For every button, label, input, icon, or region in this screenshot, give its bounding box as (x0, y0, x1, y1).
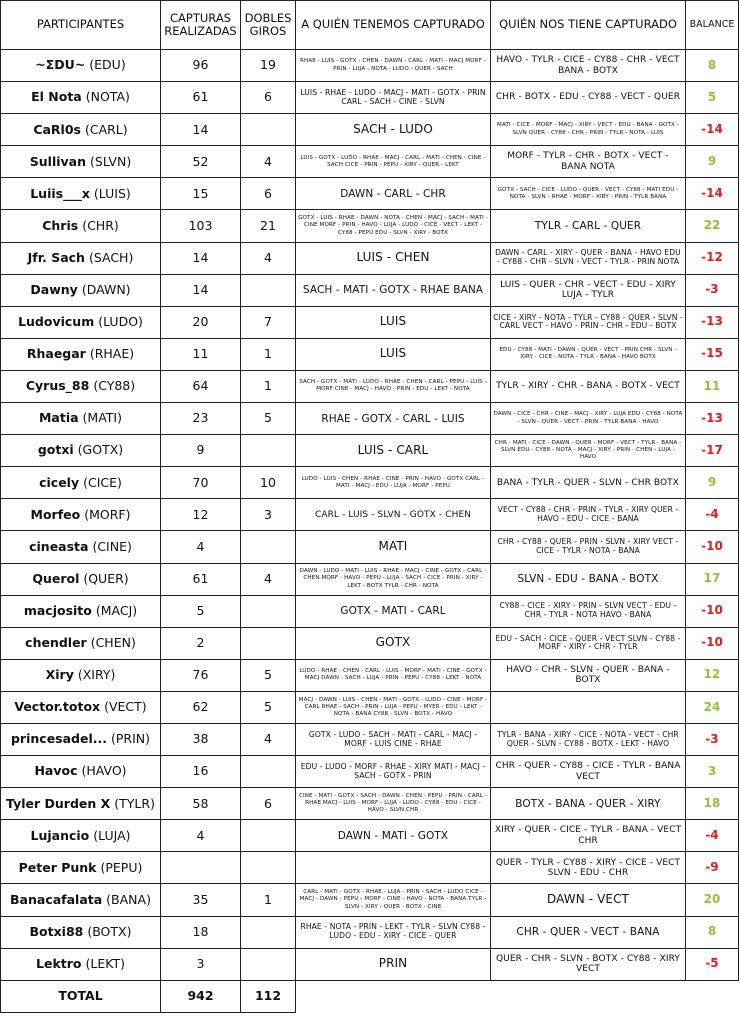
participant-cell (1, 82, 161, 114)
participant-name: El Nota (31, 89, 82, 105)
we-captured-cell: LUIS (296, 338, 491, 370)
participant-cell (1, 884, 161, 916)
doubles-cell: 4 (241, 563, 296, 595)
table-row (1, 852, 739, 884)
participant-name: Cyrus_88 (25, 378, 90, 394)
table-row (1, 403, 739, 435)
doubles-cell: 1 (241, 884, 296, 916)
we-captured-cell: LUIS - RHAE - LUDO - MACJ - MATI - GOTX - PRIN CARL - SACH - CINE - SLVN (296, 82, 491, 114)
participant-name: Matia (38, 410, 79, 426)
balance-cell: 17 (686, 563, 739, 595)
participant-code: (CARL) (84, 121, 128, 137)
participant-name: Rhaegar (26, 346, 86, 362)
table-row (1, 627, 739, 659)
table-row (1, 884, 739, 916)
participant-name: macjosito (23, 602, 92, 618)
participant-code: (BANA) (106, 891, 151, 907)
participant-cell (1, 50, 161, 82)
captured-by-cell: GOTX - SACH - CICE - LUDO - QUER - VECT - CY88 - MATI EDU - NOTA - SLVN - RHAE - MORF - XIRY - PRIN - TYLR BANA (491, 178, 686, 210)
participant-code: (LUDO) (98, 314, 143, 330)
balance-cell: -5 (686, 948, 739, 980)
balance-cell: -10 (686, 627, 739, 659)
table-row (1, 178, 739, 210)
captures-cell: 3 (161, 948, 241, 980)
table-row (1, 948, 739, 980)
captures-cell: 76 (161, 659, 241, 691)
doubles-cell (241, 820, 296, 852)
doubles-cell: 6 (241, 178, 296, 210)
we-captured-cell: EDU - LUDO - MORF - RHAE - XIRY MATI - MACJ - SACH - GOTX - PRIN (296, 756, 491, 788)
participant-cell (1, 178, 161, 210)
captures-cell: 18 (161, 916, 241, 948)
participant-code: (NOTA) (85, 89, 130, 105)
table-row (1, 50, 739, 82)
balance-cell: -14 (686, 114, 739, 146)
table-row (1, 916, 739, 948)
captures-cell: 11 (161, 338, 241, 370)
participant-cell (1, 306, 161, 338)
captures-cell: 61 (161, 82, 241, 114)
participant-name: Lujancio (30, 827, 90, 843)
doubles-cell: 3 (241, 499, 296, 531)
we-captured-cell: MACJ - DAWN - LUIS - CHEN - MATI - GOTX - LUDO - CINE - MORF - CARL RHAE - SACH - PRIN - LUJA - PEPU - MYER - EDU - LEKT - NOTA - BANA CY88 - SLVN - BOTX - HAVO (296, 691, 491, 723)
captured-by-cell: TYLR - BANA - XIRY - CICE - NOTA - VECT - CHR QUER - SLVN - CY88 - BOTX - LEKT - HAVO (491, 723, 686, 755)
participant-cell (1, 723, 161, 755)
participant-cell (1, 370, 161, 402)
participant-name: Jfr. Sach (27, 249, 85, 265)
balance-cell: -9 (686, 852, 739, 884)
header-row (1, 1, 739, 50)
doubles-cell: 5 (241, 659, 296, 691)
we-captured-cell: SACH - LUDO (296, 114, 491, 146)
doubles-cell (241, 948, 296, 980)
participant-cell (1, 563, 161, 595)
table-row (1, 691, 739, 723)
captures-cell: 70 (161, 467, 241, 499)
participant-name: Morfeo (30, 506, 81, 522)
doubles-cell: 1 (241, 370, 296, 402)
balance-cell: 9 (686, 467, 739, 499)
doubles-cell: 6 (241, 788, 296, 820)
total-doubles: 112 (241, 980, 296, 1012)
total-empty-cell (491, 980, 686, 1012)
captured-by-cell: BOTX - BANA - QUER - XIRY (491, 788, 686, 820)
captured-by-cell: HAVO - TYLR - CICE - CY88 - CHR - VECT BANA - BOTX (491, 50, 686, 82)
participant-cell (1, 499, 161, 531)
captured-by-cell (491, 691, 686, 723)
captures-cell: 4 (161, 820, 241, 852)
participant-name: cineasta (29, 538, 89, 554)
participant-cell (1, 114, 161, 146)
header-captured-by: QUIÉN NOS TIENE CAPTURADO (491, 1, 686, 50)
balance-cell: -15 (686, 338, 739, 370)
participant-code: (PEPU) (100, 859, 143, 875)
participant-code: (BOTX) (87, 923, 132, 939)
balance-cell: -13 (686, 306, 739, 338)
doubles-cell (241, 274, 296, 306)
balance-cell: 22 (686, 210, 739, 242)
participant-cell (1, 274, 161, 306)
doubles-cell: 1 (241, 338, 296, 370)
captures-cell (161, 852, 241, 884)
doubles-cell (241, 114, 296, 146)
participant-name: gotxi (37, 442, 74, 458)
table-row (1, 531, 739, 563)
captured-by-cell: CY88 - CICE - XIRY - PRIN - SLVN VECT - EDU - CHR - TYLR - NOTA HAVO - BANA (491, 595, 686, 627)
participant-code: (PRIN) (110, 731, 150, 747)
balance-cell: -12 (686, 242, 739, 274)
we-captured-cell: RHAE - LUIS - GOTX - CHEN - DAWN - CARL - MATI - MACJ MORF - PRIN - LUJA - NOTA - LUDO - QUER - SACH (296, 50, 491, 82)
balance-cell: 11 (686, 370, 739, 402)
doubles-cell: 5 (241, 403, 296, 435)
participant-name: Chris (42, 217, 79, 233)
we-captured-cell: LUDO - RHAE - CHEN - CARL - LUIS - MORF - MATI - CINE - GOTX - MACJ DAWN - SACH - LUJA - PRIN - PEPU - CY88 - LEKT - NOTA (296, 659, 491, 691)
doubles-cell (241, 595, 296, 627)
we-captured-cell: LUDO - LUIS - CHEN - RHAE - CINE - PRIN - HAVO - GOTX CARL - MATI - MACJ - EDU - LUJA - MORF - PEPU (296, 467, 491, 499)
we-captured-cell: GOTX - LUDO - SACH - MATI - CARL - MACJ - MORF - LUIS CINE - RHAE (296, 723, 491, 755)
header-we-captured: A QUIÉN TENEMOS CAPTURADO (296, 1, 491, 50)
participant-code: (TYLR) (114, 795, 155, 811)
participant-name: CaRl0s (33, 121, 81, 137)
participant-name: Tyler Durden X (6, 795, 111, 811)
balance-cell: -4 (686, 820, 739, 852)
doubles-cell: 21 (241, 210, 296, 242)
participant-code: (CY88) (93, 378, 136, 394)
balance-cell: -17 (686, 435, 739, 467)
participant-cell (1, 756, 161, 788)
we-captured-cell: CARL - LUIS - SLVN - GOTX - CHEN (296, 499, 491, 531)
participant-code: (XIRY) (77, 667, 116, 683)
total-empty-cell (296, 980, 491, 1012)
participant-code: (SACH) (88, 249, 134, 265)
participant-code: (HAVO) (81, 763, 127, 779)
we-captured-cell: GOTX - LUIS - RHAE - DAWN - NOTA - CHEN - MACJ - SACH - MATI - CINE MORF - PRIN - HAVO - LUJA - LUDO - CICE - VECT - LEKT - CY88 - PEPU EDU - SLVN - XIRY - BOTX (296, 210, 491, 242)
we-captured-cell: DAWN - LUDO - MATI - LUIS - RHAE - MACJ - CINE - GOTX - CARL - CHEN MORF - HAVO - PEPU - LUJA - SACH - CICE - PRIN - XIRY - LEKT - BOTX TYLR - CHR - NOTA (296, 563, 491, 595)
captured-by-cell: CHR - QUER - VECT - BANA (491, 916, 686, 948)
we-captured-cell: LUIS - CARL (296, 435, 491, 467)
participant-code: (MATI) (82, 410, 122, 426)
captured-by-cell: QUER - CHR - SLVN - BOTX - CY88 - XIRY VECT (491, 948, 686, 980)
captured-by-cell: VECT - CY88 - CHR - PRIN - TYLR - XIRY QUER - HAVO - EDU - CICE - BANA (491, 499, 686, 531)
table-row (1, 306, 739, 338)
table-row (1, 563, 739, 595)
balance-cell: 9 (686, 146, 739, 178)
participant-cell (1, 210, 161, 242)
captures-cell: 64 (161, 370, 241, 402)
we-captured-cell: RHAE - GOTX - CARL - LUIS (296, 403, 491, 435)
participant-cell (1, 788, 161, 820)
captures-cell: 4 (161, 531, 241, 563)
participant-code: (EDU) (89, 57, 126, 73)
doubles-cell (241, 852, 296, 884)
participant-cell (1, 146, 161, 178)
participant-code: (LUJA) (93, 827, 131, 843)
we-captured-cell: SACH - GOTX - MATI - LUDO - RHAE - CHEN - CARL - PEPU - LUIS - MORF CINE - MACJ - HAVO - PRIN - EDU - LEKT - NOTA (296, 370, 491, 402)
participant-name: Banacafalata (10, 891, 103, 907)
participant-name: Ludovicum (18, 314, 95, 330)
doubles-cell: 4 (241, 723, 296, 755)
participant-cell (1, 852, 161, 884)
balance-cell: -10 (686, 531, 739, 563)
balance-cell: 5 (686, 82, 739, 114)
balance-cell: 18 (686, 788, 739, 820)
participant-name: ~ΣDU~ (35, 57, 86, 73)
captures-cell: 52 (161, 146, 241, 178)
we-captured-cell: LUIS (296, 306, 491, 338)
captures-cell: 14 (161, 274, 241, 306)
captures-cell: 61 (161, 563, 241, 595)
table-row (1, 467, 739, 499)
captured-by-cell: MORF - TYLR - CHR - BOTX - VECT - BANA NOTA (491, 146, 686, 178)
captures-cell: 20 (161, 306, 241, 338)
participant-cell (1, 595, 161, 627)
header-participants: PARTICIPANTES (1, 1, 161, 50)
participant-cell (1, 691, 161, 723)
participant-code: (LUIS) (93, 185, 131, 201)
doubles-cell (241, 627, 296, 659)
table-row (1, 595, 739, 627)
participant-cell (1, 435, 161, 467)
balance-cell: -3 (686, 723, 739, 755)
captures-cell: 62 (161, 691, 241, 723)
balance-cell: 8 (686, 50, 739, 82)
captures-cell: 103 (161, 210, 241, 242)
we-captured-cell: LUIS - GOTX - LUDO - RHAE - MACJ - CARL - MATI - CHEN - CINE - SACH CICE - PRIN - PEPU - XIRY - QUER - LEKT (296, 146, 491, 178)
doubles-cell (241, 531, 296, 563)
doubles-cell (241, 916, 296, 948)
header-captures: CAPTURAS REALIZADAS (161, 1, 241, 50)
table-row (1, 114, 739, 146)
captures-cell: 14 (161, 114, 241, 146)
table-row (1, 274, 739, 306)
captures-cell: 58 (161, 788, 241, 820)
participant-name: cicely (39, 474, 80, 490)
participant-cell (1, 659, 161, 691)
doubles-cell: 4 (241, 242, 296, 274)
captured-by-cell: EDU - CY88 - MATI - DAWN - QUER - VECT - PRIN CHR - SLVN - XIRY - CICE - NOTA - TYLR - BANA - HAVO BOTX (491, 338, 686, 370)
we-captured-cell: LUIS - CHEN (296, 242, 491, 274)
balance-cell: 8 (686, 916, 739, 948)
captured-by-cell: DAWN - CICE - CHR - CINE - MACJ - XIRY - LUJA EDU - CY88 - NOTA - SLVN - QUER - VECT - PRIN - TYLR BANA - HAVO (491, 403, 686, 435)
participant-name: chendler (25, 635, 87, 651)
participant-cell (1, 627, 161, 659)
we-captured-cell: CINE - MATI - GOTX - SACH - DAWN - CHEN - PEPU - PRIN - CARL - RHAE MACJ - LUIS - MORF - LUJA - LUDO - CY88 - EDU - CICE - HAVO - SLVN CHR (296, 788, 491, 820)
balance-cell: 12 (686, 659, 739, 691)
doubles-cell: 10 (241, 467, 296, 499)
captures-cell: 14 (161, 242, 241, 274)
captured-by-cell: TYLR - CARL - QUER (491, 210, 686, 242)
captures-cell: 96 (161, 50, 241, 82)
participant-name: Peter Punk (18, 859, 97, 875)
participant-code: (CHR) (82, 217, 119, 233)
balance-cell: 20 (686, 884, 739, 916)
doubles-cell (241, 756, 296, 788)
table-row (1, 210, 739, 242)
captured-by-cell: EDU - SACH - CICE - QUER - VECT SLVN - CY88 - MORF - XIRY - CHR - TYLR (491, 627, 686, 659)
captures-cell: 15 (161, 178, 241, 210)
we-captured-cell (296, 852, 491, 884)
participant-code: (SLVN) (90, 153, 132, 169)
we-captured-cell: RHAE - NOTA - PRIN - LEKT - TYLR - SLVN CY88 - LUDO - EDU - XIRY - CICE - QUER (296, 916, 491, 948)
participant-code: (GOTX) (77, 442, 124, 458)
captured-by-cell: XIRY - QUER - CICE - TYLR - BANA - VECT CHR (491, 820, 686, 852)
we-captured-cell: GOTX (296, 627, 491, 659)
table-row (1, 370, 739, 402)
participant-cell (1, 467, 161, 499)
captures-cell: 23 (161, 403, 241, 435)
balance-cell: 3 (686, 756, 739, 788)
table-row (1, 659, 739, 691)
captured-by-cell: CHR - MATI - CICE - DAWN - QUER - MORF - VECT - TYLR - BANA - SLVN EDU - CY88 - NOTA - MACJ - XIRY - PRIN - CHEN - LUJA - HAVO (491, 435, 686, 467)
table-row (1, 82, 739, 114)
balance-cell: -10 (686, 595, 739, 627)
captured-by-cell: BANA - TYLR - QUER - SLVN - CHR BOTX (491, 467, 686, 499)
participant-cell (1, 403, 161, 435)
participant-cell (1, 948, 161, 980)
participant-name: Xiry (45, 667, 74, 683)
table-row (1, 242, 739, 274)
participant-name: princesadel... (10, 731, 107, 747)
captures-cell: 38 (161, 723, 241, 755)
captures-cell: 5 (161, 595, 241, 627)
balance-cell: -14 (686, 178, 739, 210)
participant-cell (1, 242, 161, 274)
balance-cell: -3 (686, 274, 739, 306)
balance-cell: -13 (686, 403, 739, 435)
captured-by-cell: CHR - BOTX - EDU - CY88 - VECT - QUER (491, 82, 686, 114)
doubles-cell: 19 (241, 50, 296, 82)
captured-by-cell: MATI - CICE - MORF - MACJ - XIRY - VECT - EDU - BANA - GOTX - SLVN QUER - CY88 - CHR - PRIN - TYLR - NOTA - LUIS (491, 114, 686, 146)
total-empty-cell (686, 980, 739, 1012)
we-captured-cell: GOTX - MATI - CARL (296, 595, 491, 627)
balance-cell: -4 (686, 499, 739, 531)
we-captured-cell: CARL - MATI - GOTX - RHAE - LUJA - PRIN - SACH - LUDO CICE - MACJ - DAWN - PEPU - MORF - CINE - HAVO - NOTA - BANA TYLR - SLVN - XIRY - QUER - BOTX - CINE (296, 884, 491, 916)
captures-cell: 16 (161, 756, 241, 788)
captures-cell: 9 (161, 435, 241, 467)
participant-code: (CINE) (92, 538, 132, 554)
we-captured-cell: MATI (296, 531, 491, 563)
captured-by-cell: TYLR - XIRY - CHR - BANA - BOTX - VECT (491, 370, 686, 402)
participant-name: Luiis___x (30, 185, 90, 201)
table-row (1, 435, 739, 467)
participant-code: (CHEN) (90, 635, 136, 651)
we-captured-cell: PRIN (296, 948, 491, 980)
we-captured-cell: DAWN - CARL - CHR (296, 178, 491, 210)
doubles-cell: 6 (241, 82, 296, 114)
total-captures: 942 (161, 980, 241, 1012)
we-captured-cell: SACH - MATI - GOTX - RHAE BANA (296, 274, 491, 306)
total-label: TOTAL (1, 980, 161, 1012)
balance-cell: 24 (686, 691, 739, 723)
participant-name: Dawny (30, 282, 78, 298)
doubles-cell: 7 (241, 306, 296, 338)
captures-cell: 12 (161, 499, 241, 531)
participant-name: Querol (32, 570, 80, 586)
participant-code: (VECT) (104, 699, 147, 715)
captures-cell: 35 (161, 884, 241, 916)
table-row (1, 499, 739, 531)
table-row (1, 723, 739, 755)
participant-code: (MORF) (84, 506, 131, 522)
participant-code: (QUER) (83, 570, 129, 586)
table-row (1, 788, 739, 820)
captured-by-cell: DAWN - CARL - XIRY - QUER - BANA - HAVO EDU - CY88 - CHR - SLVN - VECT - TYLR - PRIN NOTA (491, 242, 686, 274)
captured-by-cell: CHR - QUER - CY88 - CICE - TYLR - BANA VECT (491, 756, 686, 788)
captures-cell: 2 (161, 627, 241, 659)
participant-cell (1, 916, 161, 948)
participant-name: Lektro (36, 955, 82, 971)
captured-by-cell: DAWN - VECT (491, 884, 686, 916)
participant-cell (1, 338, 161, 370)
participant-code: (MACJ) (95, 602, 138, 618)
header-balance: BALANCE (686, 1, 739, 50)
we-captured-cell: DAWN - MATI - GOTX (296, 820, 491, 852)
participant-cell (1, 820, 161, 852)
table-row (1, 338, 739, 370)
doubles-cell (241, 435, 296, 467)
participant-code: (DAWN) (81, 282, 131, 298)
table-row (1, 820, 739, 852)
participant-code: (CICE) (83, 474, 122, 490)
doubles-cell: 4 (241, 146, 296, 178)
total-row (1, 980, 739, 1012)
captured-by-cell: HAVO - CHR - SLVN - QUER - BANA - BOTX (491, 659, 686, 691)
participant-name: Sullivan (29, 153, 87, 169)
participant-name: Vector.totox (14, 699, 101, 715)
captured-by-cell: CICE - XIRY - NOTA - TYLR - CY88 - QUER - SLVN - CARL VECT - HAVO - PRIN - CHR - EDU - BOTX (491, 306, 686, 338)
header-double-turns: DOBLES GIROS (241, 1, 296, 50)
participant-name: Havoc (34, 763, 78, 779)
participant-code: (LEKT) (85, 955, 125, 971)
participant-cell (1, 531, 161, 563)
captured-by-cell: QUER - TYLR - CY88 - XIRY - CICE - VECT SLVN - EDU - CHR (491, 852, 686, 884)
doubles-cell: 5 (241, 691, 296, 723)
table-row (1, 756, 739, 788)
table-row (1, 146, 739, 178)
captured-by-cell: SLVN - EDU - BANA - BOTX (491, 563, 686, 595)
captured-by-cell: LUIS - QUER - CHR - VECT - EDU - XIRY LUJA - TYLR (491, 274, 686, 306)
captured-by-cell: CHR - CY88 - QUER - PRIN - SLVN - XIRY VECT - CICE - TYLR - NOTA - BANA (491, 531, 686, 563)
participant-code: (RHAE) (89, 346, 135, 362)
participant-name: Botxi88 (29, 923, 84, 939)
